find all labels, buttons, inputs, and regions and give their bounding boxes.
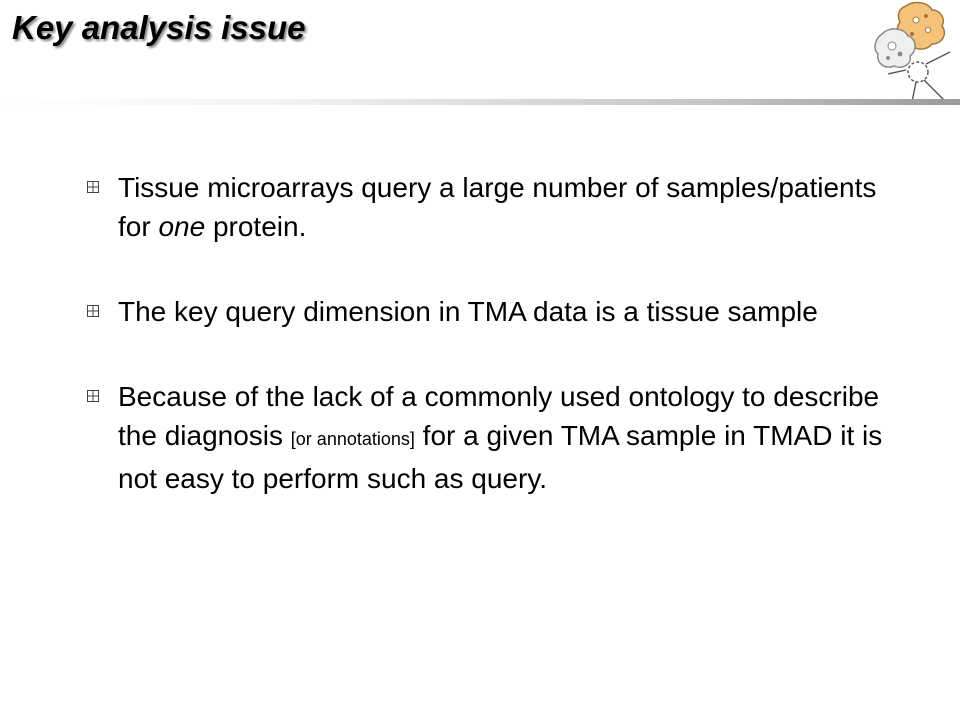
bullet-item — [86, 377, 886, 498]
emphasis-text: one — [158, 211, 206, 242]
slide-title: Key analysis issue — [12, 9, 306, 46]
bullet-item — [86, 168, 886, 246]
square-bullet-icon — [86, 304, 100, 318]
bullet-text: Tissue microarrays query a large number of samples/patients for one protein. — [118, 172, 877, 242]
annotation-note: [or annotations] — [290, 429, 415, 449]
square-bullet-icon — [86, 180, 100, 194]
title-divider — [0, 99, 960, 105]
bullet-list — [86, 168, 886, 498]
cell-microscope-logo-icon — [868, 0, 956, 104]
bullet-text: The key query dimension in TMA data is a tissue sample — [118, 296, 818, 327]
bullet-text: Because of the lack of a commonly used ontology to describe the diagnosis [or annotations] for a given TMA sample in TMAD it is not easy to perform such as query. — [118, 381, 883, 494]
square-bullet-icon — [86, 389, 100, 403]
bullet-item — [86, 292, 886, 331]
